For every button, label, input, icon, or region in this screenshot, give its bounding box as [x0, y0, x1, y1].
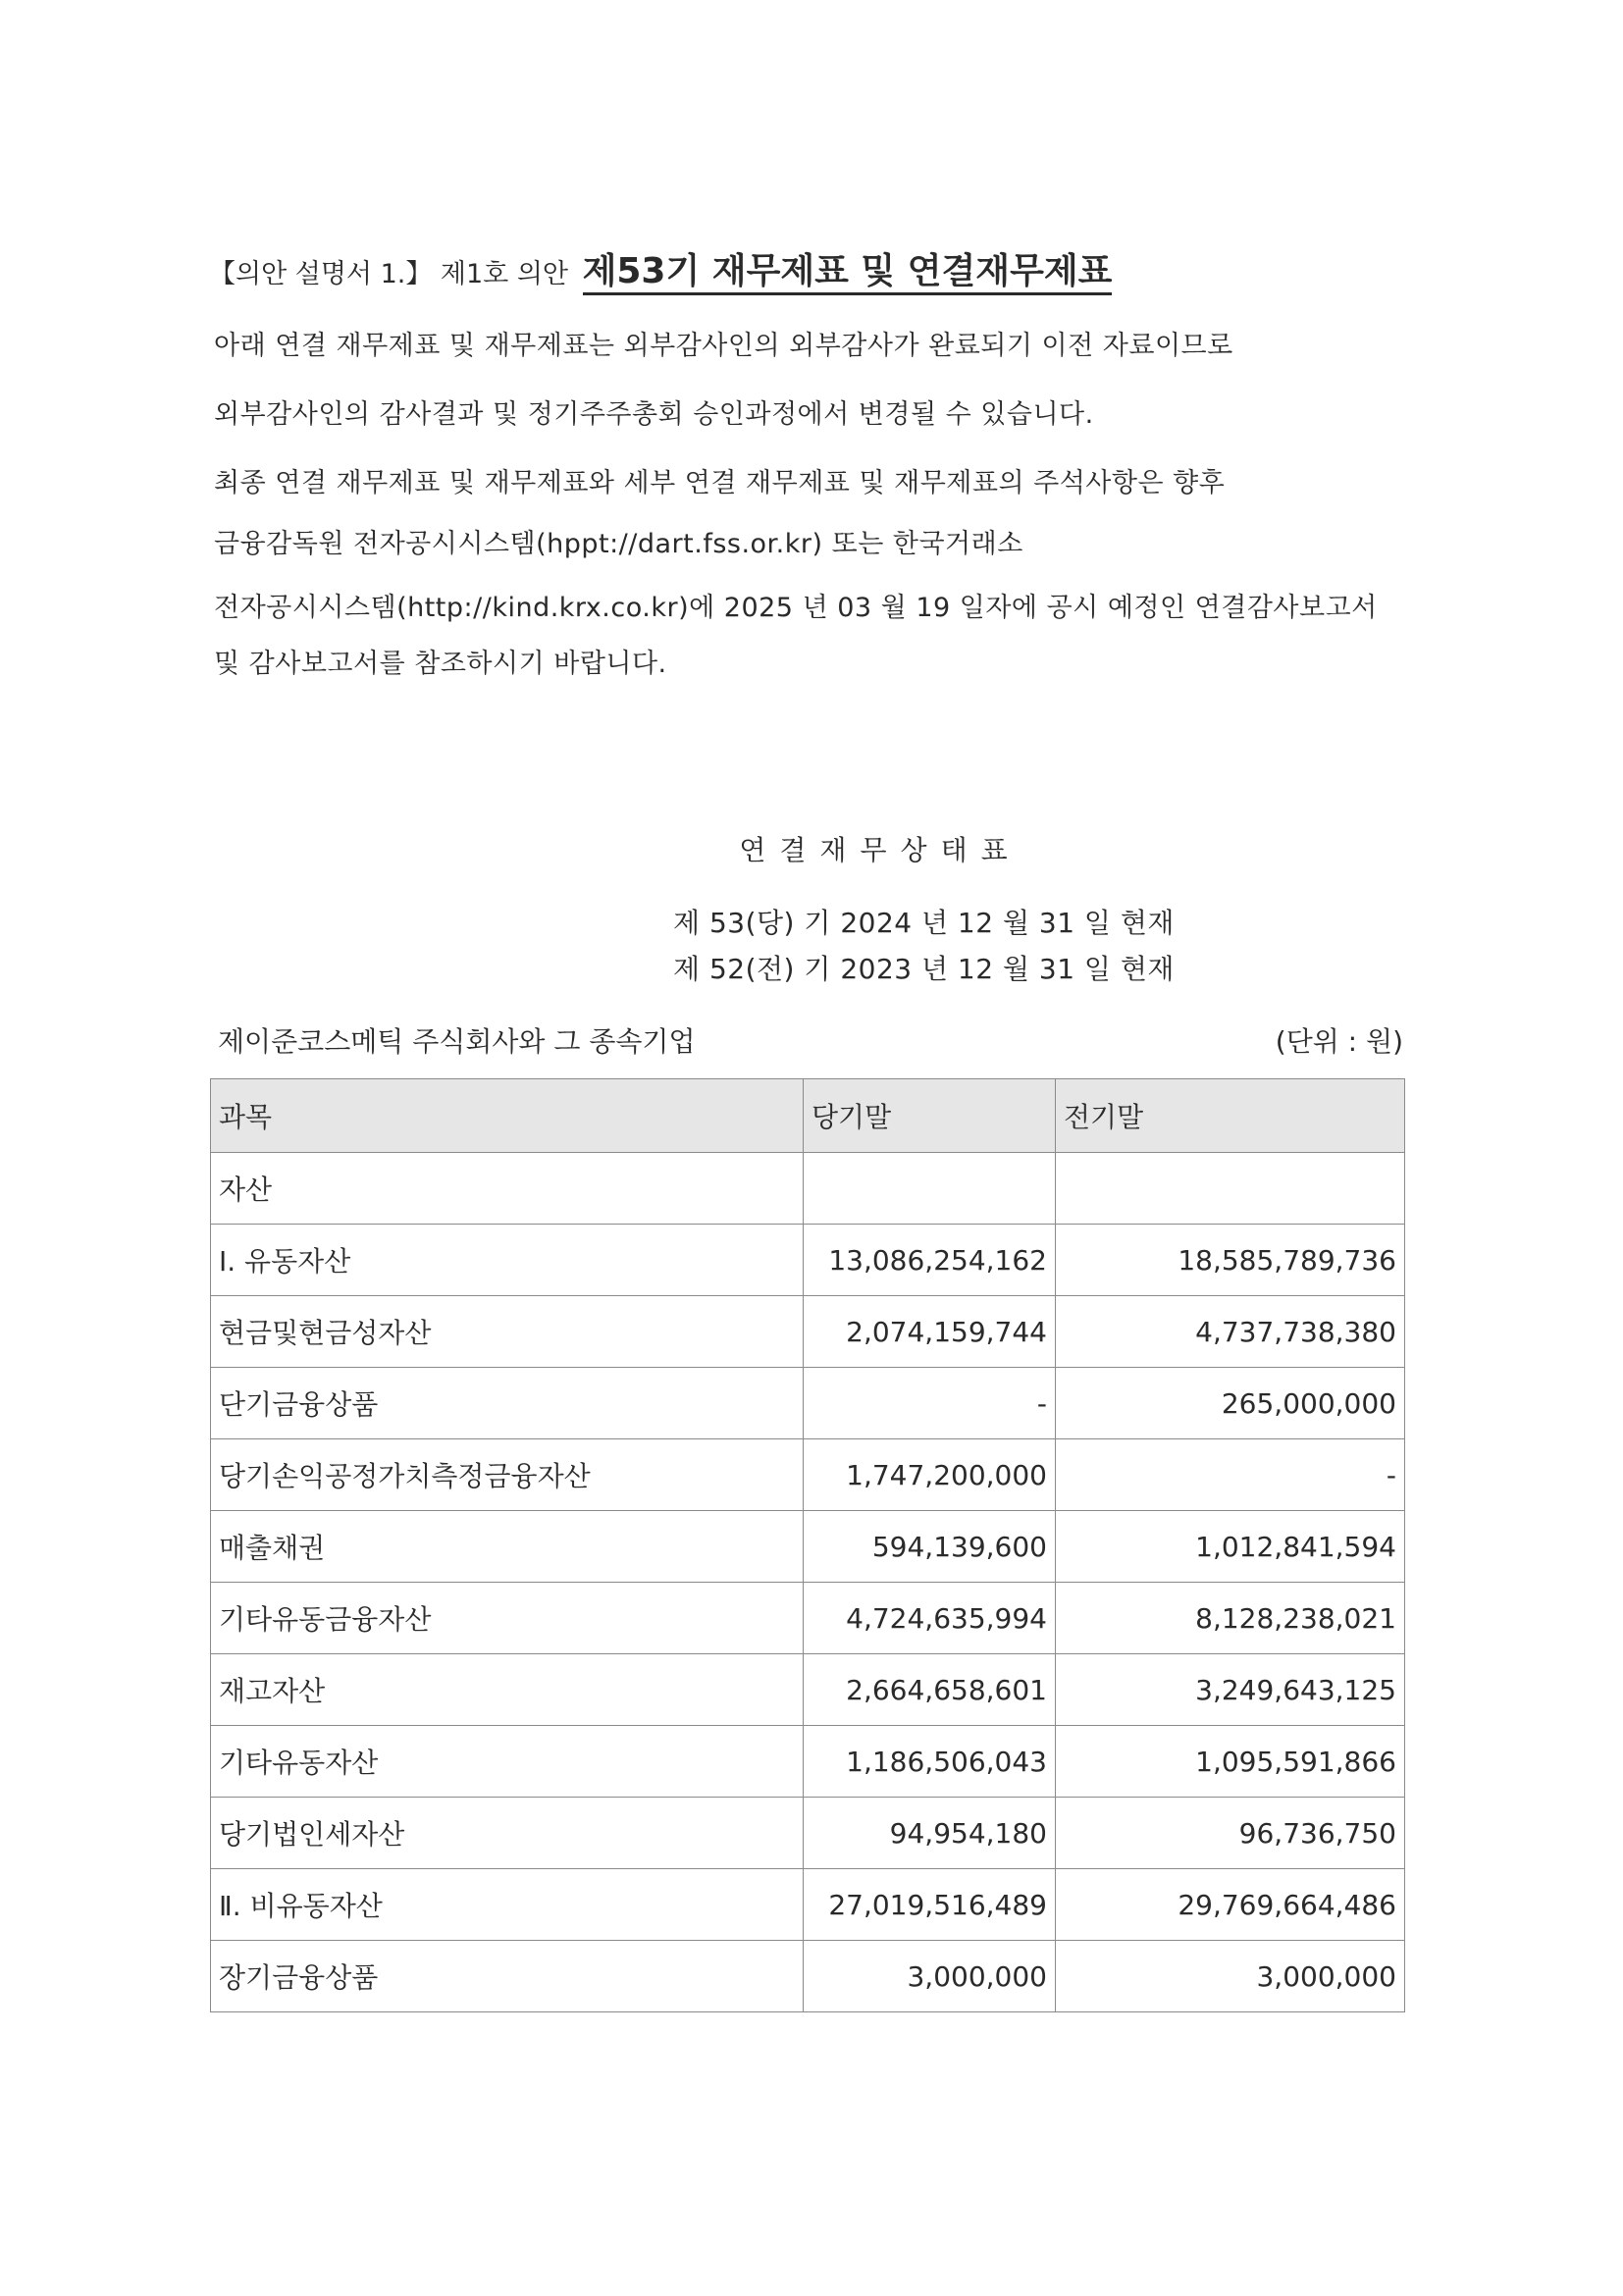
- table-row: [211, 1511, 1405, 1583]
- header-current: 당기말: [804, 1079, 1056, 1153]
- row-current: 1,747,200,000: [804, 1439, 1056, 1511]
- row-current: 2,664,658,601: [804, 1654, 1056, 1726]
- notice-line-6: 및 감사보고서를 참조하시기 바랍니다.: [214, 649, 667, 679]
- row-label: Ⅱ. 비유동자산: [211, 1869, 804, 1941]
- row-current: 594,139,600: [804, 1511, 1056, 1583]
- row-current: 3,000,000: [804, 1941, 1056, 2012]
- table-row: [211, 1225, 1405, 1296]
- company-name: 제이준코스메틱 주식회사와 그 종속기업: [218, 1025, 696, 1058]
- row-label: 기타유동자산: [211, 1726, 804, 1798]
- agenda-heading: [209, 243, 1112, 293]
- table-row: [211, 1368, 1405, 1439]
- row-label: Ⅰ. 유동자산: [211, 1225, 804, 1296]
- row-label: 현금및현금성자산: [211, 1296, 804, 1368]
- row-label: 매출채권: [211, 1511, 804, 1583]
- table-row: [211, 1654, 1405, 1726]
- row-label: 단기금융상품: [211, 1368, 804, 1439]
- statement-title: [0, 829, 1623, 868]
- row-current: 2,074,159,744: [804, 1296, 1056, 1368]
- statement-title-text: 연결재무상태표: [739, 834, 1021, 866]
- notice-line-1: 아래 연결 재무제표 및 재무제표는 외부감사인의 외부감사가 완료되기 이전 자료이므로: [214, 331, 1233, 361]
- row-label: 재고자산: [211, 1654, 804, 1726]
- row-current: 13,086,254,162: [804, 1225, 1056, 1296]
- row-prior: 96,736,750: [1056, 1798, 1405, 1869]
- row-prior: 4,737,738,380: [1056, 1296, 1405, 1368]
- row-label: 기타유동금융자산: [211, 1583, 804, 1654]
- header-prior: 전기말: [1056, 1079, 1405, 1153]
- table-row: [211, 1798, 1405, 1869]
- notice-line-3: 최종 연결 재무제표 및 재무제표와 세부 연결 재무제표 및 재무제표의 주석사항은 향후: [214, 468, 1226, 498]
- table-row: [211, 1869, 1405, 1941]
- row-prior: 1,095,591,866: [1056, 1726, 1405, 1798]
- row-prior: 8,128,238,021: [1056, 1583, 1405, 1654]
- row-prior: -: [1056, 1439, 1405, 1511]
- row-current: 1,186,506,043: [804, 1726, 1056, 1798]
- period-current: 제 53(당) 기 2024 년 12 월 31 일 현재: [673, 907, 1175, 939]
- table-header-row: [211, 1079, 1405, 1153]
- table-row: [211, 1726, 1405, 1798]
- row-prior: 1,012,841,594: [1056, 1511, 1405, 1583]
- row-prior: 3,000,000: [1056, 1941, 1405, 2012]
- notice-line-4: 금융감독원 전자공시시스템(hppt://dart.fss.or.kr) 또는 한국거래소: [214, 529, 1023, 559]
- agenda-prefix: 【의안 설명서 1.】 제1호 의안: [209, 259, 569, 289]
- row-label: 당기손익공정가치측정금융자산: [211, 1439, 804, 1511]
- table-row: [211, 1941, 1405, 2012]
- table-row: [211, 1439, 1405, 1511]
- row-prior: 265,000,000: [1056, 1368, 1405, 1439]
- agenda-title: 제53기 재무제표 및 연결재무제표: [583, 251, 1113, 295]
- period-prior: 제 52(전) 기 2023 년 12 월 31 일 현재: [673, 953, 1175, 985]
- table-row: [211, 1583, 1405, 1654]
- row-label: 당기법인세자산: [211, 1798, 804, 1869]
- table-row: [211, 1153, 1405, 1225]
- row-current: 27,019,516,489: [804, 1869, 1056, 1941]
- notice-line-2: 외부감사인의 감사결과 및 정기주주총회 승인과정에서 변경될 수 있습니다.: [214, 399, 1094, 430]
- row-prior: 29,769,664,486: [1056, 1869, 1405, 1941]
- table-row: [211, 1296, 1405, 1368]
- row-label: 자산: [211, 1153, 804, 1225]
- row-prior: 18,585,789,736: [1056, 1225, 1405, 1296]
- notice-line-5: 전자공시시스템(http://kind.krx.co.kr)에 2025 년 03 월 19 일자에 공시 예정인 연결감사보고서: [214, 593, 1378, 623]
- header-account: 과목: [211, 1079, 804, 1153]
- row-current: -: [804, 1368, 1056, 1439]
- row-label: 장기금융상품: [211, 1941, 804, 2012]
- unit-label: (단위 : 원): [1275, 1025, 1403, 1058]
- row-current: [804, 1153, 1056, 1225]
- row-prior: 3,249,643,125: [1056, 1654, 1405, 1726]
- row-prior: [1056, 1153, 1405, 1225]
- row-current: 4,724,635,994: [804, 1583, 1056, 1654]
- row-current: 94,954,180: [804, 1798, 1056, 1869]
- balance-sheet-table: [210, 1078, 1405, 2012]
